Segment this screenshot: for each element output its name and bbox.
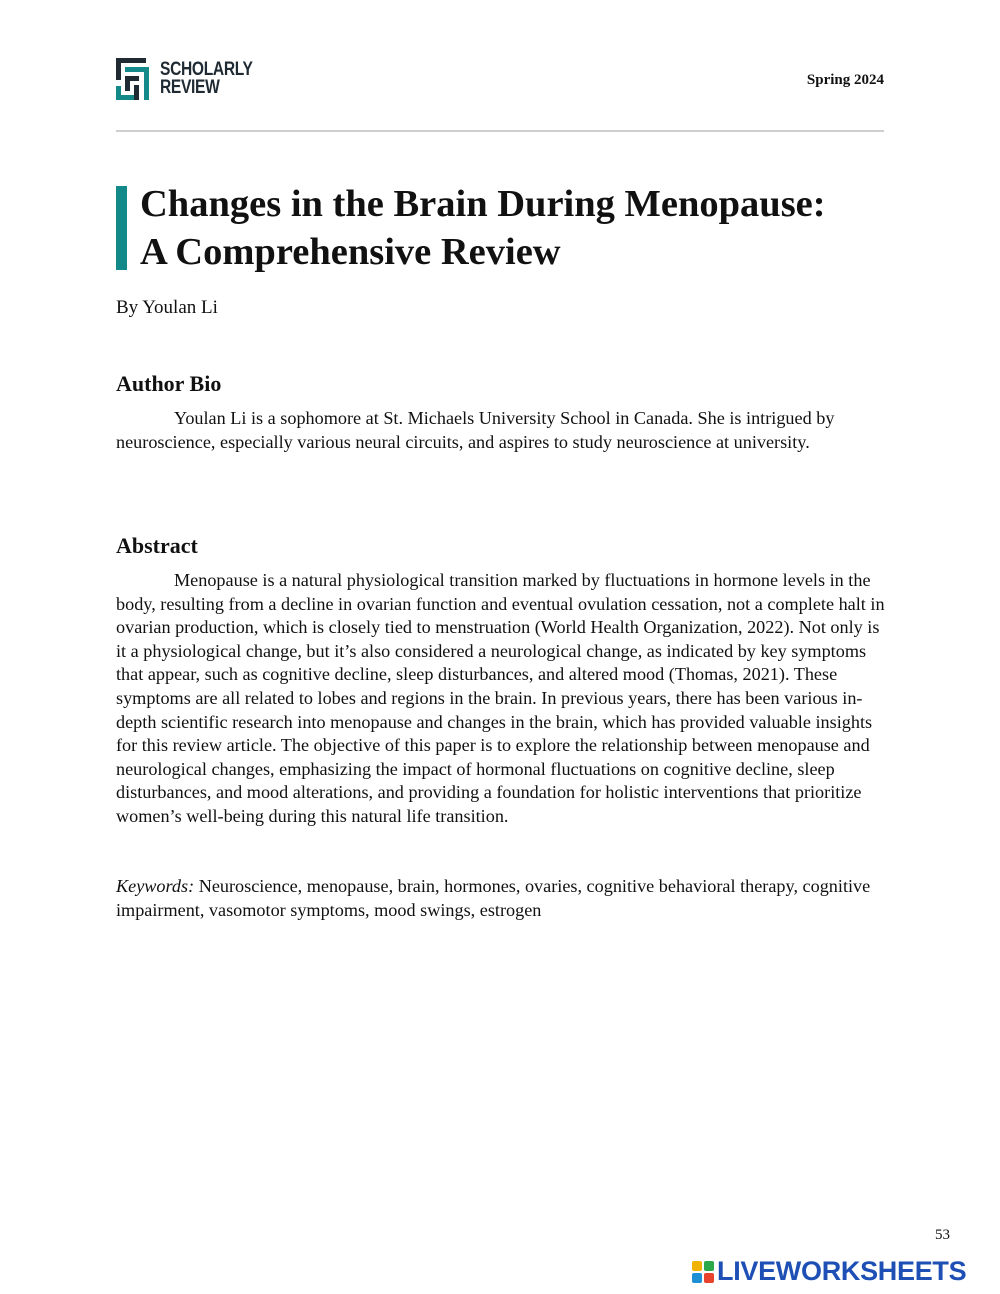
scholarly-review-logo-icon — [116, 58, 154, 100]
journal-logo — [116, 58, 273, 100]
logo-line-1: SCHOLARLY — [160, 59, 253, 80]
byline: By Youlan Li — [116, 297, 218, 318]
article-title-block — [116, 180, 884, 276]
keywords — [116, 875, 886, 922]
keywords-text: Neuroscience, menopause, brain, hormones, ovaries, cognitive behavioral therapy, cognitive impairment, vasomotor symptoms, mood swings, estrogen — [116, 876, 871, 920]
liveworksheets-wordmark: LIVEWORKSHEETS — [717, 1256, 967, 1286]
liveworksheets-watermark[interactable] — [692, 1256, 966, 1287]
author-bio-text: Youlan Li is a sophomore at St. Michaels University School in Canada. She is intrigued by neuroscience, especially various neural circuits, and aspires to study neuroscience at university. — [116, 408, 835, 452]
logo-line-2: REVIEW — [160, 77, 220, 98]
keywords-label: Keywords: — [116, 876, 195, 896]
logo-wordmark — [160, 61, 253, 97]
issue-label: Spring 2024 — [806, 72, 884, 88]
title-line-1: Changes in the Brain During Menopause: — [140, 183, 826, 225]
liveworksheets-logo-icon — [692, 1261, 714, 1283]
article-title — [140, 180, 884, 276]
abstract-heading: Abstract — [116, 533, 198, 558]
header-divider — [116, 130, 884, 132]
title-accent-bar — [116, 186, 127, 270]
page-number: 53 — [935, 1227, 950, 1243]
abstract-text: Menopause is a natural physiological transition marked by fluctuations in hormone levels in the body, resulting from a decline in ovarian function and eventual ovulation cessation, not a complete halt in ovarian production, which is closely tied to menstruation (World Health Organization, 2022). Not only is it a physiological change, but it’s also considered a neurological change, as indicated by key symptoms that appear, such as cognitive decline, sleep disturbances, and altered mood (Thomas, 2021). These symptoms are all related to lobes and regions in the brain. In previous years, there has been various in-depth scientific research into menopause and changes in the brain, which has provided valuable insights for this review article. The objective of this paper is to explore the relationship between menopause and neurological changes, emphasizing the impact of hormonal fluctuations on cognitive decline, sleep disturbances, and mood alterations, and providing a foundation for holistic interventions that prioritize women’s well-being during this natural life transition. — [116, 570, 885, 826]
author-bio-heading: Author Bio — [116, 371, 222, 396]
title-line-2: A Comprehensive Review — [140, 231, 561, 273]
